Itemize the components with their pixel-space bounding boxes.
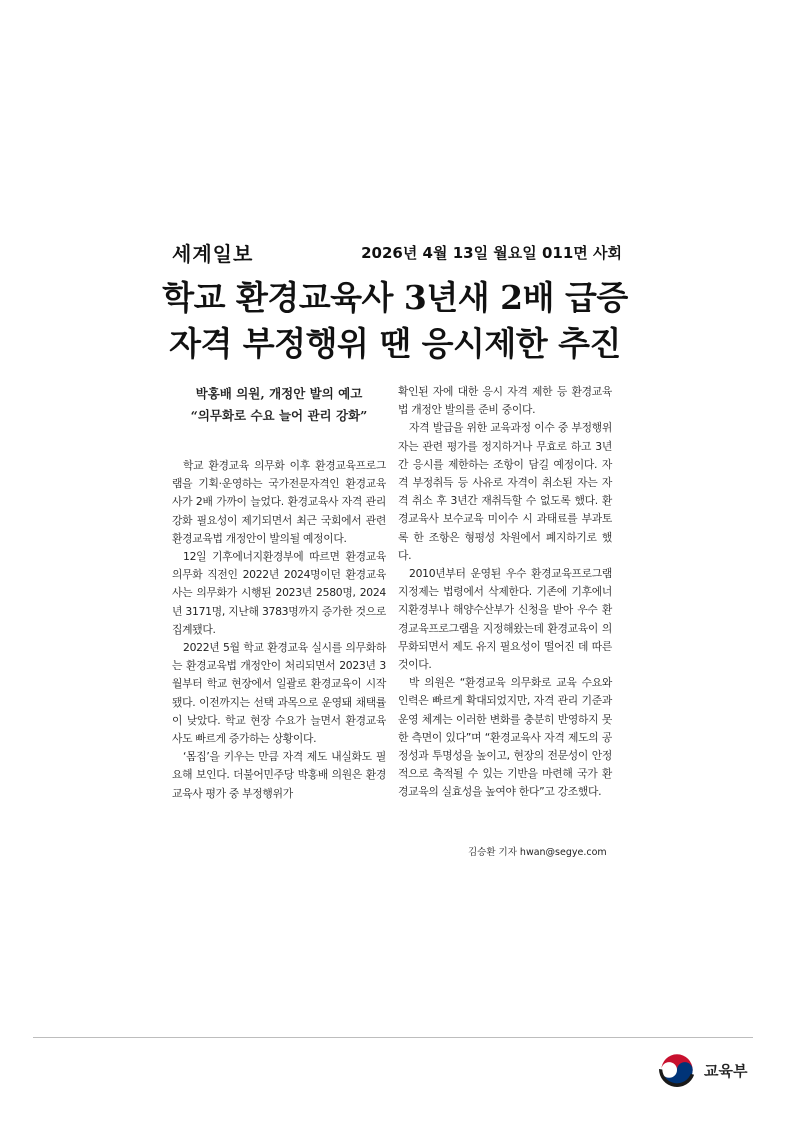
article-paragraph: 자격 발급을 위한 교육과정 이수 중 부정행위자는 관련 평가를 정지하거나 무효로 하고 3년간 응시를 제한하는 조항이 담길 예정이다. 자격 부정취득 등 사유로 자격이 취소된 자는 자격 취소 후 3년간 재취득할 수 없도록 했다. 환경교육사 보수교육 미이수 시 과태료를 부과토록 한 조항은 형평성 차원에서 폐지하기로 했다. [398,421,612,562]
subheadline-line-1: 박홍배 의원, 개정안 발의 예고 [195,386,363,401]
ministry-logo [658,1050,758,1090]
article-paragraph: 12일 기후에너지환경부에 따르면 환경교육 의무화 직전인 2022년 2024명이던 환경교육사는 의무화가 시행된 2023년 2580명, 2024년 3171명, 지난해 3783명까지 증가한 것으로 집계됐다. [172,550,386,636]
subheadline [172,383,386,427]
ministry-name: 교육부 [704,1062,748,1080]
article-right-column [398,383,612,802]
taegeuk-emblem-icon [658,1050,696,1088]
headline-line-1: 학교 환경교육사 3년새 2배 급증 [162,278,628,317]
article-paragraph: ‘몸집’을 키우는 만큼 자격 제도 내실화도 필요해 보인다. 더불어민주당 박홍배 의원은 환경교육사 평가 중 부정행위가 [172,750,386,800]
article-left-column [172,383,386,803]
subheadline-line-2: “의무화로 수요 늘어 관리 강화” [190,408,368,423]
article-paragraph: 확인된 자에 대한 응시 자격 제한 등 환경교육법 개정안 발의를 준비 중이다. [398,385,612,417]
headline-line-2: 자격 부정행위 땐 응시제한 추진 [169,324,621,363]
masthead [172,238,622,266]
footer-divider [33,1037,753,1038]
article-paragraph: 학교 환경교육 의무화 이후 환경교육프로그램을 기획·운영하는 국가전문자격인 환경교육사가 2배 가까이 늘었다. 환경교육사 자격 관리 강화 필요성이 제기되면서 최근 국회에서 관련 환경교육법 개정안이 발의될 예정이다. [172,459,386,545]
article-paragraph: 박 의원은 “환경교육 의무화로 교육 수요와 인력은 빠르게 확대되었지만, 자격 관리 기준과 운영 체계는 이러한 변화를 충분히 반영하지 못한 측면이 있다”며 “환경교육사 자격 제도의 공정성과 투명성을 높이고, 현장의 전문성이 안정적으로 축적될 수 있는 기반을 마련해 국가 환경교육의 실효성을 높여야 한다”고 강조했다. [398,676,612,799]
article-paragraph: 2010년부터 운영된 우수 환경교육프로그램 지정제는 법령에서 삭제한다. 기존에 기후에너지환경부나 해양수산부가 신청을 받아 우수 환경교육프로그램을 지정해왔는데 환경교육이 의무화되면서 제도 유지 필요성이 떨어진 데 따른 것이다. [398,567,612,672]
reporter-byline: 김승환 기자 hwan@segye.com [468,847,607,858]
publication-dateline: 2026년 4월 13일 월요일 011면 사회 [361,244,622,262]
article-paragraph: 2022년 5월 학교 환경교육 실시를 의무화하는 환경교육법 개정안이 처리되면서 2023년 3월부터 학교 현장에서 일괄로 환경교육이 시작됐다. 이전까지는 선택 과목으로 운영돼 채택률이 낮았다. 학교 현장 수요가 늘면서 환경교육사도 빠르게 증가하는 상황이다. [172,641,386,746]
newspaper-name: 세계일보 [172,242,254,266]
